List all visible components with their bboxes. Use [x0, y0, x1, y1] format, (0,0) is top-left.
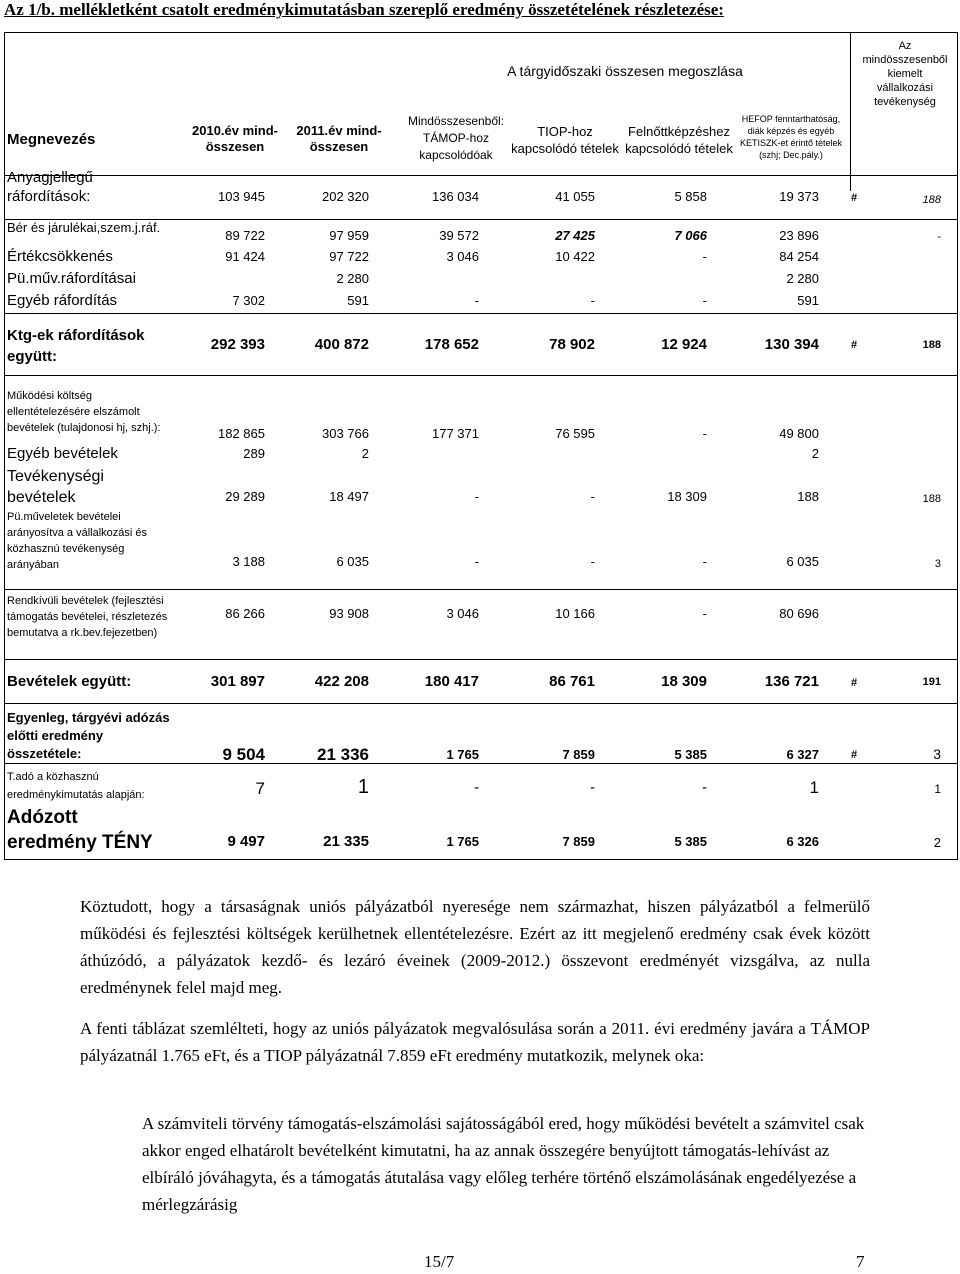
cell: 49 800	[779, 426, 819, 441]
cell: 1	[809, 778, 819, 797]
cell: 21 335	[323, 833, 369, 850]
cell: 1 765	[446, 834, 479, 849]
row-divider	[5, 589, 957, 590]
row-label-total-income: Bevételek együtt:	[7, 673, 132, 690]
cell: 202 320	[322, 189, 369, 204]
cell: 591	[347, 293, 369, 308]
cell: 86 266	[225, 606, 265, 621]
row-divider	[5, 763, 957, 764]
cell: 2 280	[786, 271, 819, 286]
cell: 10 422	[555, 249, 595, 264]
cell: 27 425	[555, 228, 595, 243]
row-label-activity-income: Tevékenységi bevételek	[7, 468, 104, 506]
header-divider	[850, 33, 851, 191]
results-table	[4, 32, 958, 860]
business-activity-header: Az mindösszesenből kiemelt vállalkozási tevékenység	[862, 40, 948, 108]
page-number-left: 15/7	[424, 1252, 455, 1271]
row-label-operating-compensation: Működési költség ellentételezésére elszámolt bevételek (tulajdonosi hj, szhj.):	[7, 390, 161, 434]
row-divider	[5, 375, 957, 376]
cell: 12 924	[661, 336, 707, 353]
distribution-header: A tárgyidőszaki összesen megoszlása	[507, 63, 743, 79]
row-label-extraordinary-income: Rendkívüli bevételek (fejlesztési támogatás bevételei, részletezés bemutatva a rk.bev.fejezetben)	[7, 595, 168, 639]
page-number-right: 7	[856, 1252, 865, 1271]
cell: 400 872	[314, 336, 369, 353]
cell: 130 394	[764, 336, 819, 353]
cell: 2	[361, 446, 369, 461]
row-label-tax: T.adó a közhasznú eredménykimutatás alapján:	[7, 771, 145, 801]
cell: 41 055	[555, 189, 595, 204]
cell: 97 722	[329, 249, 369, 264]
cell: 9 497	[227, 833, 265, 850]
cell: 1	[934, 782, 941, 796]
hash-mark: #	[851, 192, 858, 204]
cell: -	[702, 779, 707, 796]
cell: 93 908	[329, 606, 369, 621]
cell: 18 309	[661, 673, 707, 690]
cell: 182 865	[218, 426, 265, 441]
cell: -	[937, 231, 941, 243]
cell: 3	[933, 746, 941, 762]
cell: 3 188	[232, 554, 265, 569]
row-label-balance: Egyenleg, tárgyévi adózás előtti eredmény összetétele:	[7, 710, 170, 761]
row-divider	[5, 703, 957, 704]
paragraph-2: A fenti táblázat szemlélteti, hogy az uniós pályázatok megvalósulása során a 2011. évi eredmény javára a TÁMOP pályázatnál 1.765 eFt, és a TIOP pályázatnál 7.859 eFt eredmény mutatkozik, melynek oka:	[80, 1019, 870, 1065]
cell: 6 035	[786, 554, 819, 569]
cell: 97 959	[329, 228, 369, 243]
col-tamop-header: Mindösszesenből: TÁMOP-hoz kapcsolódóak	[407, 114, 505, 162]
cell: -	[474, 489, 479, 504]
cell: 89 722	[225, 228, 265, 243]
cell: 7	[255, 779, 265, 798]
cell: -	[590, 779, 595, 796]
cell: 7 859	[562, 834, 595, 849]
cell: 80 696	[779, 606, 819, 621]
cell: 76 595	[555, 426, 595, 441]
cell: 188	[797, 489, 819, 504]
cell: 3	[934, 558, 941, 570]
cell: 591	[797, 293, 819, 308]
page-title: Az 1/b. mellékletként csatolt eredménykimutatásban szereplő eredmény összetételének részletezése:	[4, 0, 724, 19]
col-2010-header: 2010.év mind- összesen	[192, 123, 278, 154]
cell: -	[590, 554, 595, 569]
col-tiop-header: TIOP-hoz kapcsolódó tételek	[511, 124, 619, 156]
col-felnott-header: Felnőttképzéshez kapcsolódó tételek	[625, 124, 733, 156]
cell: 7 066	[674, 228, 707, 243]
cell: 10 166	[555, 606, 595, 621]
cell: 5 385	[674, 747, 707, 762]
cell: 84 254	[779, 249, 819, 264]
cell: -	[474, 554, 479, 569]
cell: 78 902	[549, 336, 595, 353]
cell: -	[702, 606, 707, 621]
row-label-other-expenses: Egyéb ráfordítás	[7, 292, 118, 309]
cell: -	[590, 489, 595, 504]
hash-mark: #	[851, 749, 858, 761]
hash-mark: #	[851, 339, 858, 351]
cell: 178 652	[424, 336, 479, 353]
cell: 422 208	[314, 673, 369, 690]
cell: 2 280	[336, 271, 369, 286]
cell: 18 497	[329, 489, 369, 504]
cell: 301 897	[210, 673, 265, 690]
cell: 136 034	[432, 189, 479, 204]
cell: 86 761	[549, 673, 595, 690]
name-column-header: Megnevezés	[7, 131, 96, 148]
cell: 1 765	[446, 747, 479, 762]
paragraph-3: A számviteli törvény támogatás-elszámolási sajátosságából ered, hogy működési bevételt a számvitel csak akkor enged elhatárolt bevételként kimutatni, ha az annak összegére benyújtott támogatás-lehívást az elbíráló jóváhagyta, és a támogatás átutalása vagy előleg terhére történő elszámolásának engedélyezése a mérlegzárásig	[142, 1114, 865, 1214]
cell: 9 504	[222, 745, 265, 764]
row-label-material-costs: Anyagjellegű ráfordítások:	[7, 169, 93, 205]
cell: 6 326	[786, 834, 819, 849]
cell: 191	[922, 676, 941, 688]
cell: 3 046	[446, 249, 479, 264]
row-divider	[5, 313, 957, 314]
cell: 39 572	[439, 228, 479, 243]
cell: -	[474, 293, 479, 308]
cell: -	[702, 426, 707, 441]
row-divider	[5, 659, 957, 660]
col-2011-header: 2011.év mind- összesen	[296, 123, 382, 154]
cell: 136 721	[764, 673, 819, 690]
paragraph-1: Köztudott, hogy a társaságnak uniós pályázatból nyeresége nem származhat, hiszen pályázatból a felmerülő működési és fejlesztési költségek kerülhetnek ellentételezésre. Ezért az itt megjelenő eredmény csak évek között áthúzódó, a pályázatok kezdő- és lezáró éveinek (2009-2012.) összevont eredményét vizsgálva, az nulla eredménynek felel majd meg.	[80, 897, 870, 997]
cell: 289	[243, 446, 265, 461]
cell: -	[590, 293, 595, 308]
cell: 292 393	[210, 336, 265, 353]
cell: 23 896	[779, 228, 819, 243]
cell: 91 424	[225, 249, 265, 264]
cell: 5 858	[674, 189, 707, 204]
cell: 18 309	[667, 489, 707, 504]
cell: 21 336	[317, 745, 369, 764]
cell: 1	[357, 776, 369, 798]
cell: 188	[922, 339, 941, 351]
row-label-net-result: Adózott eredmény TÉNY	[7, 807, 153, 853]
cell: -	[702, 554, 707, 569]
cell: 303 766	[322, 426, 369, 441]
cell: 19 373	[779, 189, 819, 204]
row-label-total-costs: Ktg-ek ráfordítások együtt:	[7, 327, 145, 365]
row-label-wages: Bér és járulékai,szem.j.ráf.	[7, 220, 161, 235]
cell: 180 417	[424, 673, 479, 690]
cell: 188	[922, 493, 941, 505]
col-hefop-header: HEFOP fenntarthatóság, diák képzés és egyéb KETISZK-et érintő tételek (szhj; Dec.pály.)	[739, 114, 843, 160]
cell: 103 945	[218, 189, 265, 204]
row-label-financial-expenses: Pü.műv.ráfordításai	[7, 270, 136, 287]
cell: 188	[922, 194, 941, 206]
cell: -	[702, 249, 707, 264]
row-divider	[5, 175, 957, 176]
cell: -	[474, 779, 479, 796]
cell: 3 046	[446, 606, 479, 621]
cell: -	[702, 293, 707, 308]
cell: 7 859	[562, 747, 595, 762]
hash-mark: #	[851, 677, 858, 689]
row-label-depreciation: Értékcsökkenés	[7, 248, 113, 265]
cell: 29 289	[225, 489, 265, 504]
cell: 7 302	[232, 293, 265, 308]
cell: 177 371	[432, 426, 479, 441]
cell: 2	[811, 446, 819, 461]
row-label-other-income: Egyéb bevételek	[7, 445, 118, 462]
row-label-financial-income: Pü.műveletek bevételei arányosítva a vállalkozási és közhasznú tevékenység arányában	[7, 511, 148, 571]
cell: 2	[933, 835, 941, 850]
cell: 6 327	[786, 747, 819, 762]
cell: 6 035	[336, 554, 369, 569]
cell: 5 385	[674, 834, 707, 849]
